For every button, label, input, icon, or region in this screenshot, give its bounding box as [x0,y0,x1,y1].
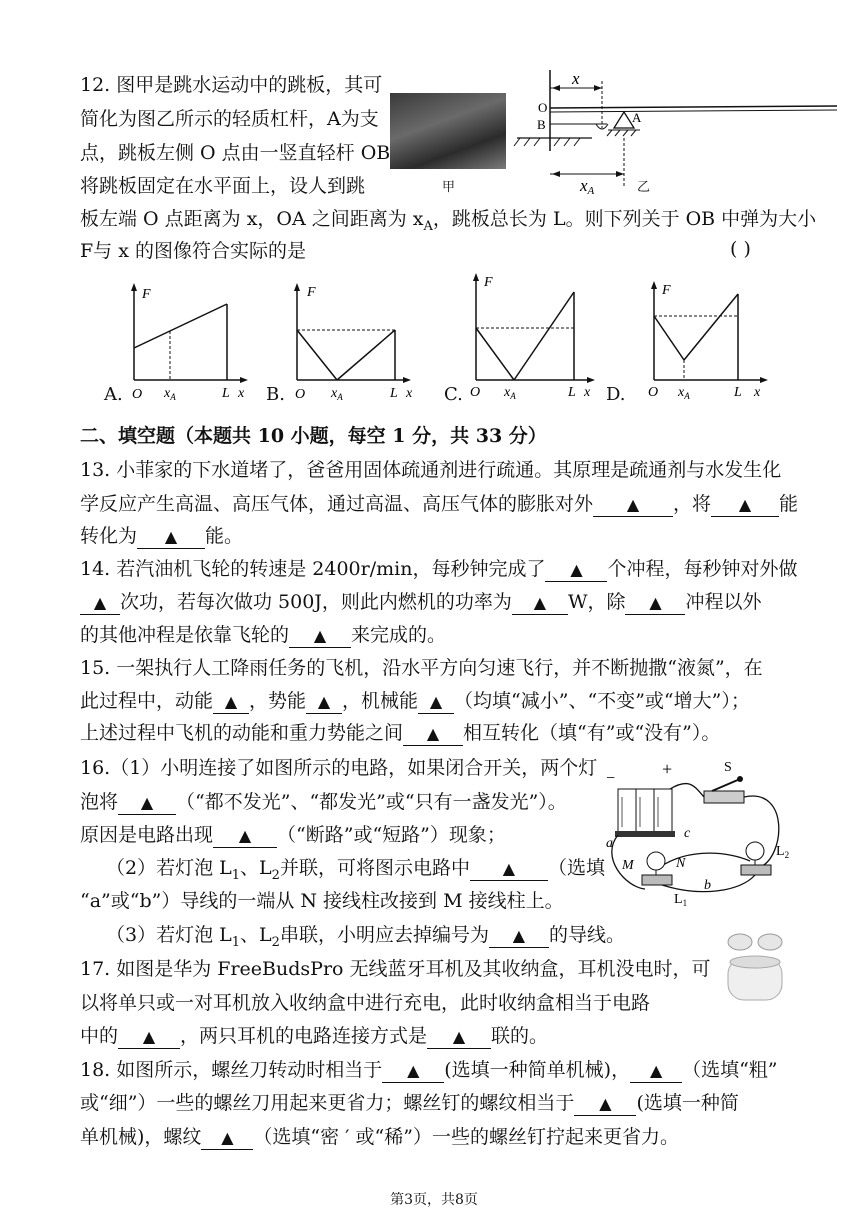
fig-jia-label: 甲 [442,180,456,195]
lever-o-label: O [538,100,548,115]
q14-blank3[interactable]: ▲ [512,591,568,615]
q15-blank1[interactable]: ▲ [213,690,249,714]
q15-line3: 上述过程中飞机的动能和重力势能之间 ▲ 相互转化（填“有”或“没有”）。 [80,722,721,744]
q16-blank1[interactable]: ▲ [118,791,176,815]
circuit-m-label: M [622,858,634,873]
q18-line3: 单机械)，螺纹 ▲ （选填“密 ′ 或“稀”）一些的螺丝钉拧起来更省力。 [80,1126,679,1148]
svg-text:x: x [584,385,591,400]
lever-xa-label: xA [580,176,595,196]
circuit-l2-label: $L_2$ [776,844,790,860]
q13-blank3[interactable]: ▲ [137,525,205,549]
q15-blank4[interactable]: ▲ [403,722,463,746]
graph-c [462,270,602,405]
q14-line3: 的其他冲程是依靠飞轮的 ▲ 来完成的。 [80,624,447,646]
q13-line3: 转化为 ▲ 能。 [80,525,244,547]
svg-text:x: x [238,386,245,401]
q12-line5: 板左端 O 点距离为 x，OA 之间距离为 $x_A$，跳板总长为 L。则下列关于 OB 中弹为大小 [80,208,817,234]
lever-b-label: B [537,117,546,132]
circuit-c-label: c [684,826,691,841]
q14-line1: 14. 若汽油机飞轮的转速是 2400r/min，每秒钟完成了 ▲ 个冲程，每秒钟对外做 [80,558,798,580]
q17-blank1[interactable]: ▲ [118,1025,180,1049]
q14-blank4[interactable]: ▲ [625,591,685,615]
graph-b [283,280,418,405]
lever-a-label: A [632,110,642,125]
q14-blank2[interactable]: ▲ [80,591,120,615]
q16-blank4[interactable]: ▲ [489,924,549,948]
q15-line2: 此过程中，动能 ▲ ，势能 ▲ ，机械能 ▲ （均填“减小”、“不变”或“增大”）； [80,690,750,712]
circuit-plus-label: + [662,759,673,779]
q18-line1: 18. 如图所示，螺丝刀转动时相当于 ▲ (选填一种简单机械)， ▲ （选填“粗” [80,1059,778,1081]
q16-line6: （3）若灯泡 $L_1$、$L_2$串联，小明应去掉编号为 ▲ 的导线。 [106,924,625,950]
q14-blank1[interactable]: ▲ [545,558,607,582]
q14-line2: ▲ 次功，若每次做功 500J，则此内燃机的功率为 ▲ W，除 ▲ 冲程以外 [80,589,761,615]
q18-blank4[interactable]: ▲ [201,1126,253,1150]
q12-line6: F与 x 的图像符合实际的是 [80,240,306,262]
q17-line1: 17. 如图是华为 FreeBudsPro 无线蓝牙耳机及其收纳盒，耳机没电时，可 [80,958,711,980]
circuit-a-label: a [606,836,613,851]
svg-text:O: O [132,387,143,402]
circuit-diagram [600,757,810,917]
q16-line4: （2）若灯泡 $L_1$、$L_2$并联，可将图示电路中 ▲ （选填 [106,857,605,883]
option-c[interactable]: C. [444,384,463,405]
q18-blank1[interactable]: ▲ [382,1059,444,1083]
fig-yi-label: 乙 [637,180,651,195]
svg-text:L: L [568,385,576,400]
q12-line2: 简化为图乙所示的轻质杠杆，A为支 [80,108,379,130]
q16-line3: 原因是电路出现 ▲ （“断路”或“短路”）现象； [80,824,506,846]
svg-text:O: O [648,385,659,400]
circuit-s-label: S [724,760,732,775]
q18-line2: 或“细”）一些的螺丝刀用起来更省力；螺丝钉的螺纹相当于 ▲ (选填一种简 [80,1092,739,1114]
circuit-l1-label: $L_1$ [674,892,688,908]
svg-text:F: F [142,287,151,302]
q18-blank3[interactable]: ▲ [574,1092,636,1116]
circuit-b-label: b [704,878,711,893]
svg-text:O: O [470,385,481,400]
q12-line4: 将跳板固定在水平面上，设人到跳 [80,175,366,197]
earbuds-case-picture [712,926,796,1010]
svg-text:L: L [390,386,398,401]
q16-line1: 16.（1）小明连接了如图所示的电路，如果闭合开关，两个灯 [80,757,598,779]
q18-blank2[interactable]: ▲ [630,1059,682,1083]
svg-text:O: O [295,387,306,402]
q12-answer-bracket: ( ) [730,238,751,260]
circuit-n-label: N [676,856,686,871]
q17-blank2[interactable]: ▲ [427,1025,491,1049]
diving-board-photo [390,93,506,169]
svg-text:xA: $x_A$ [504,385,516,401]
q15-blank3[interactable]: ▲ [418,690,454,714]
lever-diagram [512,66,842,196]
q17-line2: 以将单只或一对耳机放入收纳盒中进行充电，此时收纳盒相当于电路 [80,992,651,1014]
svg-text:xA: $x_A$ [678,385,690,401]
q13-blank2[interactable]: ▲ [711,493,779,517]
page-footer: 第3页，共8页 [390,1192,478,1208]
circuit-minus-label: − [606,770,616,787]
svg-text:L: L [222,386,230,401]
option-d[interactable]: D. [606,384,626,405]
lever-x-label: x [572,69,580,88]
svg-text:F: F [662,283,671,298]
q14-blank5[interactable]: ▲ [289,624,351,648]
svg-text:F: F [484,275,493,290]
q12-line1: 12. 图甲是跳水运动中的跳板，其可 [80,74,383,96]
q13-blank1[interactable]: ▲ [593,493,673,517]
svg-text:x: x [406,386,413,401]
q12-line3: 点，跳板左侧 O 点由一竖直轻杆 OB [80,142,391,164]
q17-line3: 中的 ▲ ，两只耳机的电路连接方式是 ▲ 联的。 [80,1025,549,1047]
svg-text:xA: $x_A$ [331,386,343,402]
q13-line1: 13. 小菲家的下水道堵了，爸爸用固体疏通剂进行疏通。其原理是疏通剂与水发生化 [80,459,782,481]
q16-blank3[interactable]: ▲ [470,857,548,881]
svg-text:xA: $x_A$ [164,386,176,402]
graph-d [640,278,775,405]
q15-line1: 15. 一架执行人工降雨任务的飞机，沿水平方向匀速飞行，并不断抛撒“液氮”，在 [80,657,763,679]
q15-blank2[interactable]: ▲ [306,690,342,714]
graph-a [120,280,250,405]
q13-line2: 学反应产生高温、高压气体，通过高温、高压气体的膨胀对外 ▲ ，将 ▲ 能 [80,493,799,515]
q16-line2: 泡将 ▲ （“都不发光”、“都发光”或“只有一盏发光”）。 [80,791,567,813]
svg-text:L: L [734,385,742,400]
section-2-title: 二、填空题（本题共 10 小题，每空 1 分，共 33 分） [80,425,547,447]
svg-text:x: x [754,385,761,400]
option-b[interactable]: B. [266,384,285,405]
option-a[interactable]: A. [104,384,123,405]
svg-text:F: F [307,285,316,300]
q16-blank2[interactable]: ▲ [213,824,277,848]
q16-line5: “a”或“b”）导线的一端从 N 接线柱改接到 M 接线柱上。 [80,890,564,912]
